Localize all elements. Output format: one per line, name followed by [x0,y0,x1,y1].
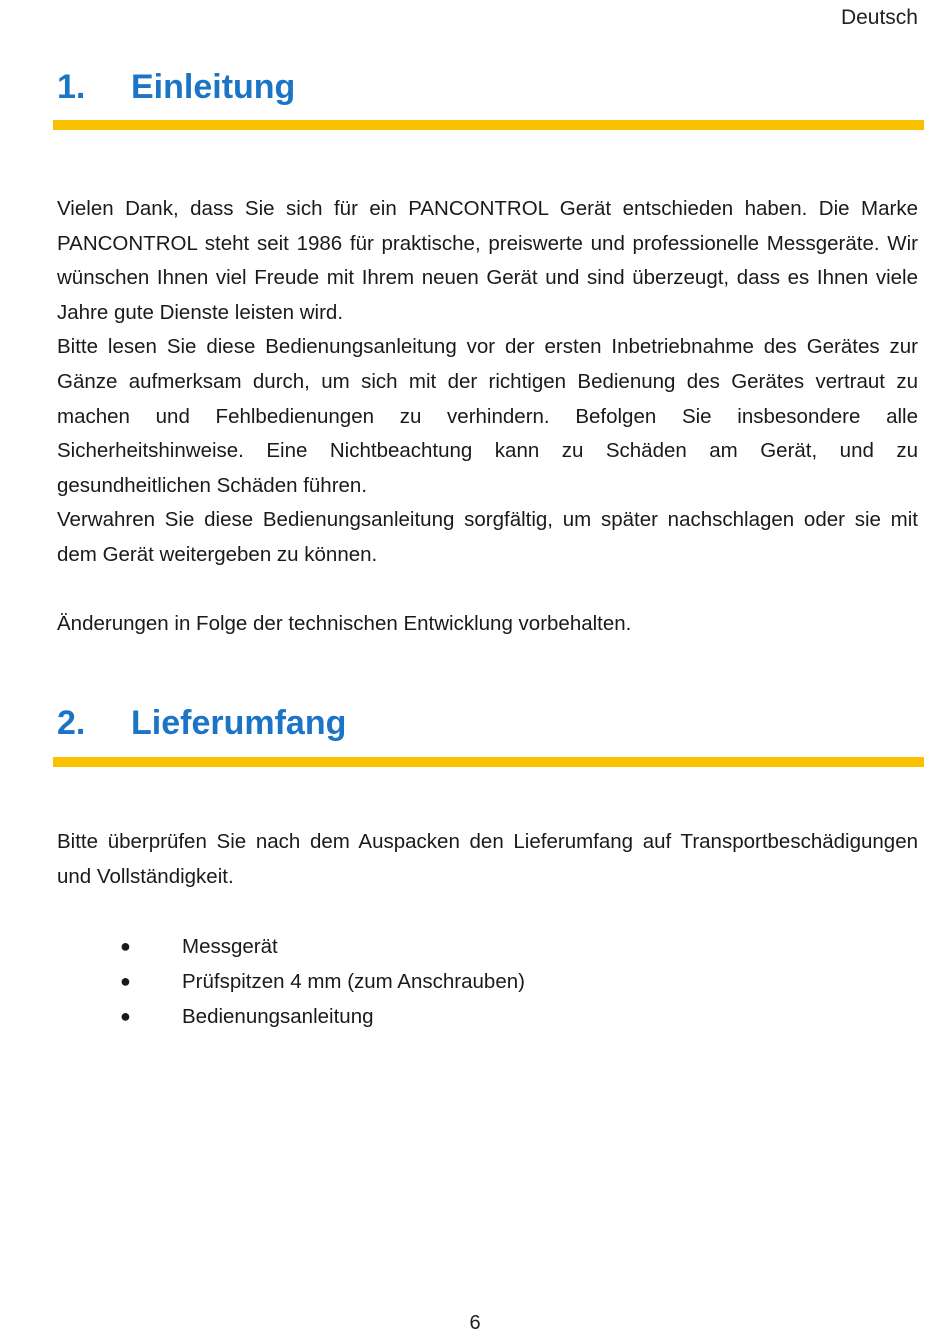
section-title: Lieferumfang [131,704,347,742]
paragraph: Änderungen in Folge der technischen Entwicklung vorbehalten. [57,612,632,636]
bullet-icon: ● [120,936,131,956]
heading-underline [53,120,924,130]
language-label: Deutsch [840,6,918,29]
section-scope-of-delivery [57,704,918,743]
paragraph: Vielen Dank, dass Sie sich für ein PANCONTROL Gerät entschieden haben. Die Marke PANCONTROL steht seit 1986 für praktische, preiswerte und professionelle Messgeräte. Wir wünschen Ihnen viel Freude mit Ihrem neuen Gerät und sind überzeugt, dass es Ihnen viele Jahre gute Dienste leisten wird. [57,197,918,324]
bullet-icon: ● [120,1006,131,1026]
list-item-label: Bedienungsanleitung [182,1005,374,1028]
list-item-label: Messgerät [182,935,278,958]
scope-of-delivery-body [57,825,918,894]
section-heading [57,68,918,107]
page-number: 6 [469,1312,481,1334]
list-item [57,929,918,964]
list-item [57,999,918,1034]
section-title: Einleitung [131,68,296,106]
heading-underline [53,757,924,767]
paragraph: Bitte überprüfen Sie nach dem Auspacken den Lieferumfang auf Transportbeschädigungen und Vollständigkeit. [57,830,918,888]
list-item [57,964,918,999]
section-heading [57,704,918,743]
section-introduction [57,68,918,107]
paragraph: Bitte lesen Sie diese Bedienungsanleitung vor der ersten Inbetriebnahme des Gerätes zur Gänze aufmerksam durch, um sich mit der richtigen Bedienung des Gerätes vertraut zu machen und Fehlbedienungen zu verhindern. Befolgen Sie insbesondere alle Sicherheitshinweise. Eine Nichtbeachtung kann zu Schäden am Gerät, und zu gesundheitlichen Schäden führen. [57,335,918,497]
list-item-label: Prüfspitzen 4 mm (zum Anschrauben) [182,970,525,993]
paragraph: Verwahren Sie diese Bedienungsanleitung sorgfältig, um später nachschlagen oder sie mit dem Gerät weitergeben zu können. [57,508,918,566]
introduction-body [57,192,918,642]
delivery-list [57,929,918,1034]
bullet-icon: ● [120,971,131,991]
section-number: 1. [57,68,86,106]
section-number: 2. [57,704,86,742]
